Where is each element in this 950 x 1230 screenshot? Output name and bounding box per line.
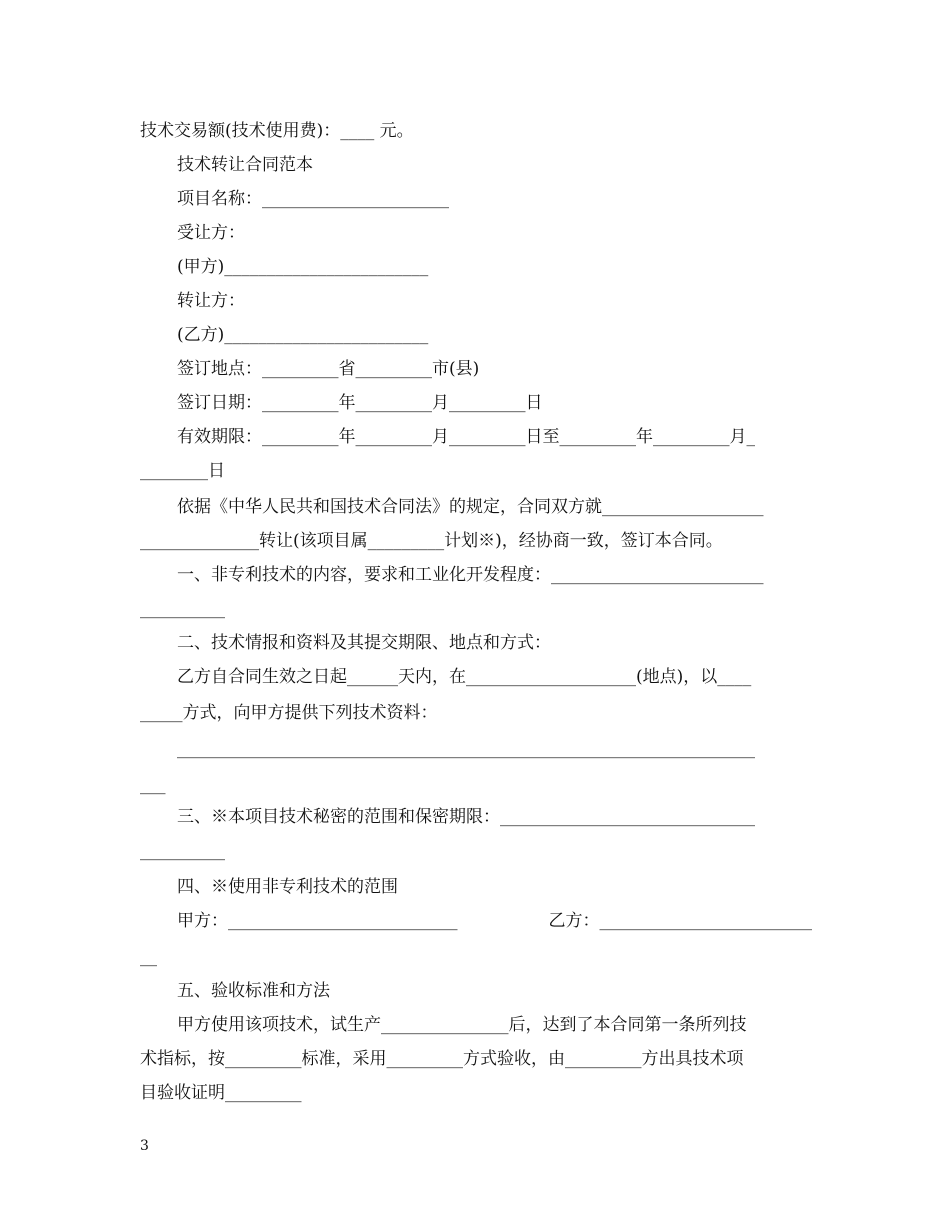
- text-line: 技术交易额(技术使用费)：____ 元。: [140, 121, 414, 141]
- section-heading: 一、非专利技术的内容，要求和工业化开发程度：_________________________: [177, 565, 764, 585]
- text-line: 转让方：: [177, 291, 245, 311]
- text-line: ___: [140, 775, 166, 795]
- text-line: __________: [140, 841, 225, 861]
- document-title: 技术转让合同范本: [177, 155, 313, 175]
- text-line: 术指标，按_________标准，采用_________方式验收，由_________方出具技术项: [140, 1049, 744, 1069]
- section-heading: 四、※使用非专利技术的范围: [177, 877, 398, 897]
- text-line: __: [140, 947, 157, 967]
- text-line: 签订日期：_________年_________月_________日: [177, 393, 543, 413]
- text-line: (甲方)________________________: [177, 257, 429, 277]
- text-line: 依据《中华人民共和国技术合同法》的规定，合同双方就___________________: [177, 497, 764, 517]
- text-line: 甲方使用该项技术，试生产_______________后，达到了本合同第一条所列技: [177, 1015, 747, 1035]
- text-line: 有效期限：_________年_________月_________日至_________年_________月_: [177, 427, 755, 447]
- text-line: _____方式，向甲方提供下列技术资料：: [140, 703, 438, 723]
- text-line: ________日: [140, 461, 225, 481]
- text-line: ______________转让(该项目属_________计划※)，经协商一致，签订本合同。: [140, 531, 723, 551]
- section-heading: 五、验收标准和方法: [177, 981, 330, 1001]
- text-line: __________: [140, 599, 225, 619]
- text-line: ____________________________________________________________________: [177, 739, 755, 759]
- text-line: 项目名称：______________________: [177, 189, 449, 209]
- party-a-field: 甲方：___________________________: [177, 911, 458, 931]
- text-line: 签订地点：_________省_________市(县): [177, 359, 480, 379]
- signature-row: [177, 910, 812, 932]
- text-line: 目验收证明_________: [140, 1083, 302, 1103]
- section-heading: 三、※本项目技术秘密的范围和保密期限：______________________________: [177, 807, 755, 827]
- section-heading: 二、技术情报和资料及其提交期限、地点和方式：: [177, 633, 551, 653]
- text-line: (乙方)________________________: [177, 325, 429, 345]
- page-number: 3: [140, 1138, 149, 1154]
- party-b-field: 乙方：_________________________: [548, 911, 812, 931]
- text-line: 乙方自合同生效之日起______天内，在____________________(地点)，以____: [177, 667, 752, 687]
- text-line: 受让方：: [177, 223, 245, 243]
